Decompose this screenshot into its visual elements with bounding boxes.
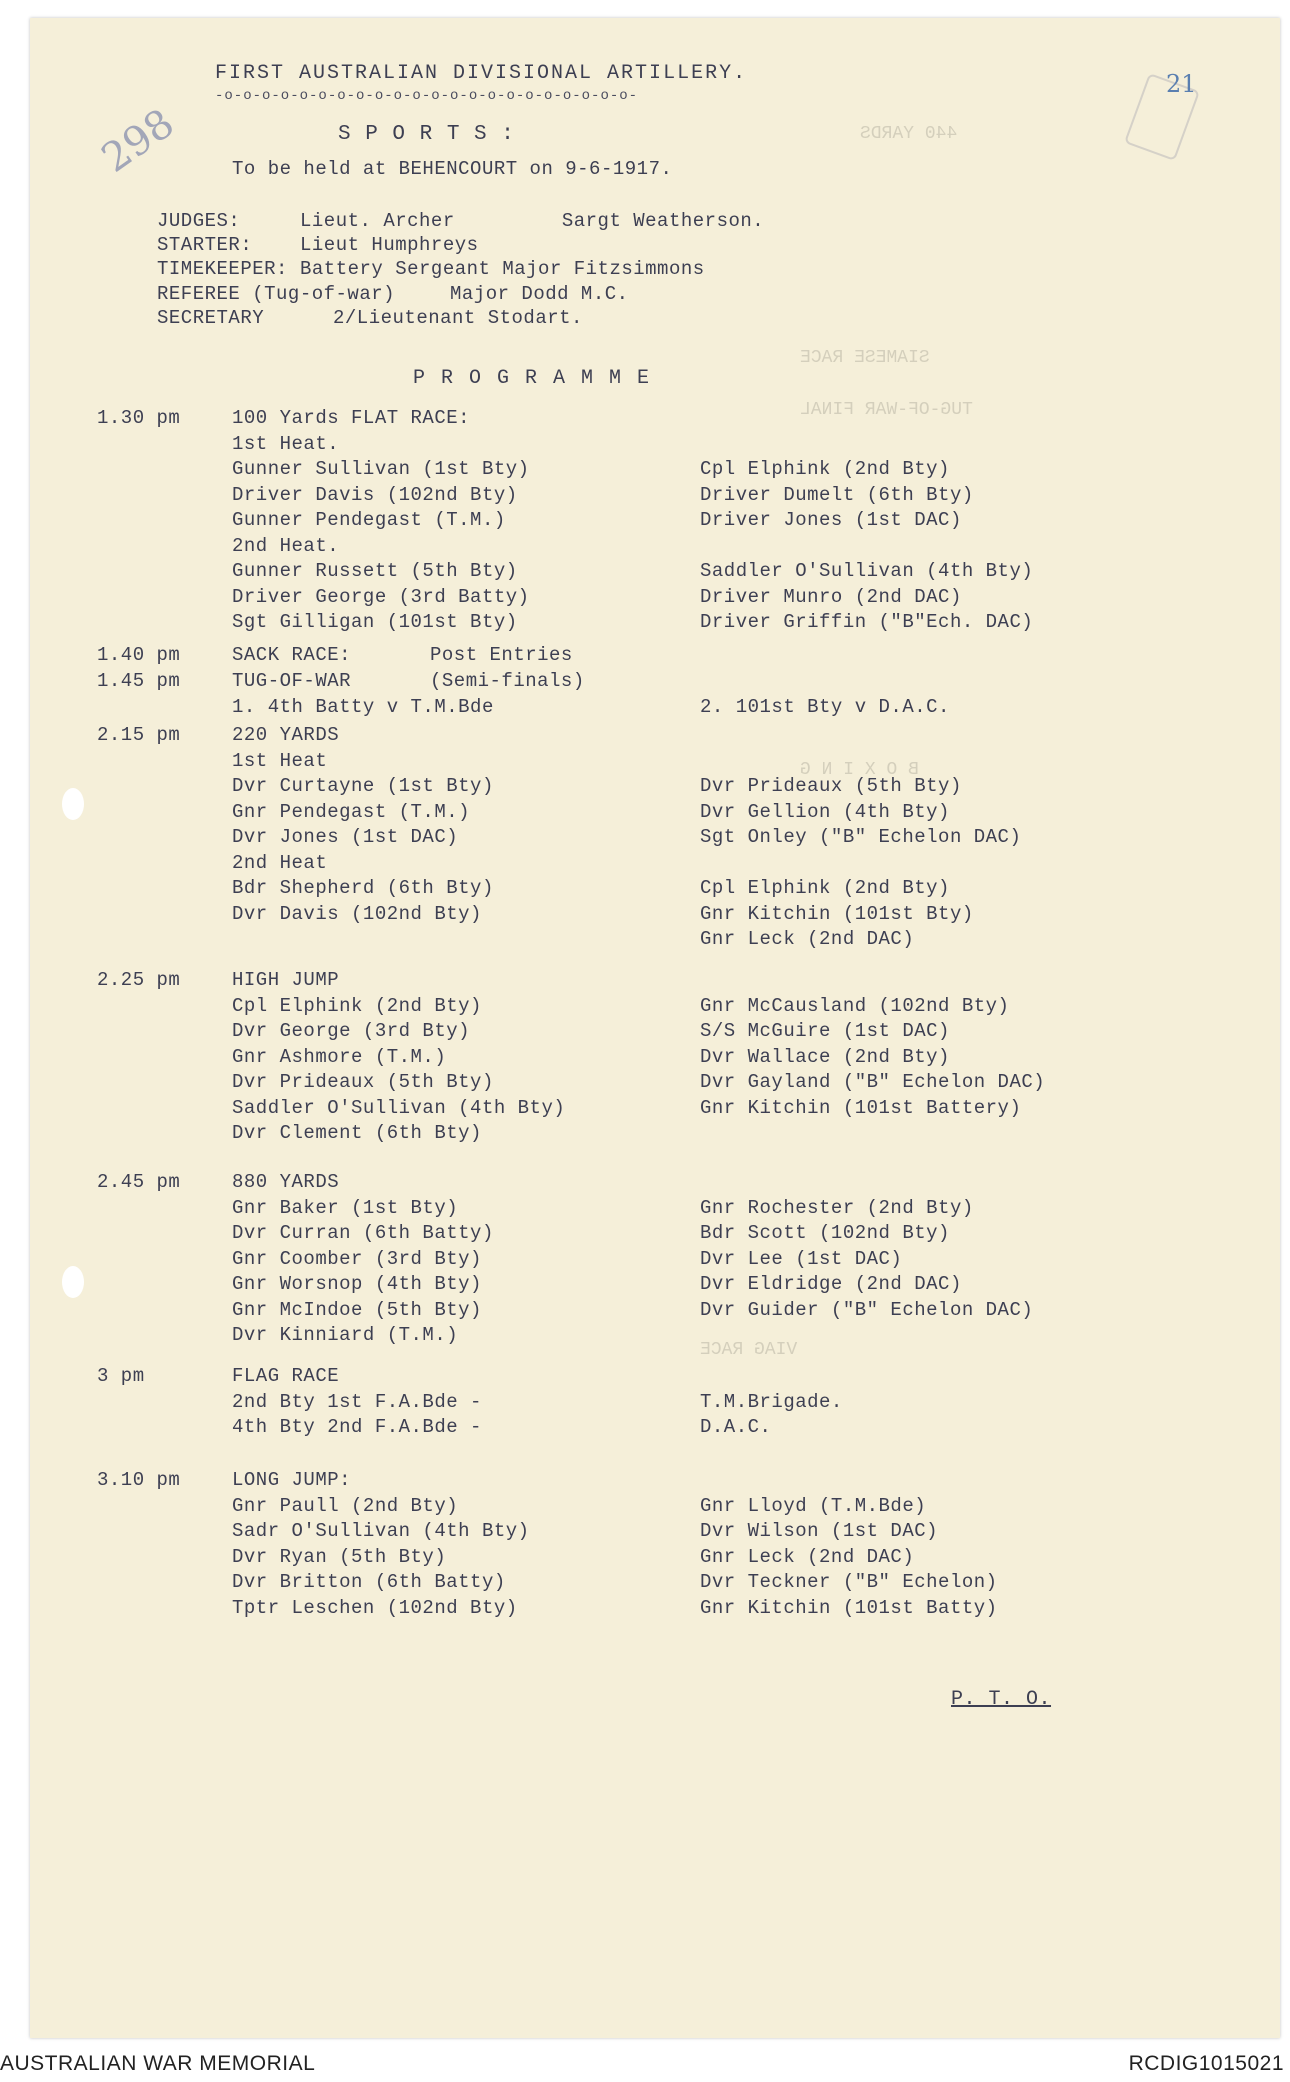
event-title: 220 YARDS (232, 724, 340, 746)
official-role: REFEREE (Tug-of-war) (157, 283, 396, 305)
entrant-left: Gnr Baker (1st Bty) (232, 1197, 459, 1219)
event-title: 100 Yards FLAT RACE: (232, 407, 471, 429)
event-note: (Semi-finals) (430, 670, 585, 692)
entrant-left: Dvr Curran (6th Batty) (232, 1222, 494, 1244)
official-name: Lieut Humphreys (300, 234, 479, 256)
entrant-right: Gnr Kitchin (101st Batty) (700, 1597, 998, 1619)
official-role: STARTER: (157, 234, 253, 256)
entrant-right: Gnr Kitchin (101st Bty) (700, 903, 974, 925)
entrant-left: Sadr O'Sullivan (4th Bty) (232, 1520, 530, 1542)
entrant-left: Bdr Shepherd (6th Bty) (232, 877, 494, 899)
entrant-right: Gnr Leck (2nd DAC) (700, 928, 915, 950)
entrant-right: Gnr McCausland (102nd Bty) (700, 995, 1010, 1017)
entrant-left: Driver Davis (102nd Bty) (232, 484, 518, 506)
event-time: 1.30 pm (97, 407, 181, 429)
entrant-right: Driver Dumelt (6th Bty) (700, 484, 974, 506)
entrant-left: Saddler O'Sullivan (4th Bty) (232, 1097, 566, 1119)
event-time: 1.40 pm (97, 644, 181, 666)
document-title: FIRST AUSTRALIAN DIVISIONAL ARTILLERY. (215, 62, 748, 85)
event-title: SACK RACE: (232, 644, 352, 666)
entrant-right: Dvr Guider ("B" Echelon DAC) (700, 1299, 1034, 1321)
event-time: 3 pm (97, 1365, 145, 1387)
entrant-left: Cpl Elphink (2nd Bty) (232, 995, 482, 1017)
entrant-right: Dvr Teckner ("B" Echelon) (700, 1571, 998, 1593)
entrant-right: Dvr Prideaux (5th Bty) (700, 775, 962, 797)
event-title: 880 YARDS (232, 1171, 340, 1193)
event-time: 2.15 pm (97, 724, 181, 746)
entrant-right: Saddler O'Sullivan (4th Bty) (700, 560, 1034, 582)
entrant-left: Gnr Coomber (3rd Bty) (232, 1248, 482, 1270)
entrant-right: Gnr Lloyd (T.M.Bde) (700, 1495, 927, 1517)
entrant-left: Dvr Kinniard (T.M.) (232, 1324, 459, 1346)
bleed-through-text: B O X I N G (800, 760, 919, 780)
bleed-through-text: TUG-OF-WAR FINAL (800, 400, 973, 420)
official-role: JUDGES: (157, 210, 241, 232)
entrant-left: 4th Bty 2nd F.A.Bde - (232, 1416, 482, 1438)
entrant-right: D.A.C. (700, 1416, 772, 1438)
event-time: 2.45 pm (97, 1171, 181, 1193)
entrant-right: Driver Griffin ("B"Ech. DAC) (700, 611, 1034, 633)
entrant-left: Gunner Russett (5th Bty) (232, 560, 518, 582)
pencil-annotation: 298 (93, 100, 183, 182)
entrant-right: Gnr Leck (2nd DAC) (700, 1546, 915, 1568)
entrant-left: Dvr Britton (6th Batty) (232, 1571, 506, 1593)
entrant-left: 2nd Heat. (232, 535, 340, 557)
bleed-through-text: SIAMESE RACE (800, 348, 930, 368)
title-rule: -o-o-o-o-o-o-o-o-o-o-o-o-o-o-o-o-o-o-o-o-o-o- (215, 88, 639, 104)
punch-hole (62, 1266, 84, 1298)
page-number: 21 (1166, 70, 1197, 98)
entrant-right: T.M.Brigade. (700, 1391, 843, 1413)
event-title: HIGH JUMP (232, 969, 340, 991)
event-title: FLAG RACE (232, 1365, 340, 1387)
entrant-left: Gnr Paull (2nd Bty) (232, 1495, 459, 1517)
official-name: Lieut. Archer Sargt Weatherson. (300, 210, 765, 232)
official-role: SECRETARY (157, 307, 265, 329)
entrant-right: S/S McGuire (1st DAC) (700, 1020, 950, 1042)
programme-heading: P R O G R A M M E (413, 367, 652, 390)
entrant-right: Dvr Wallace (2nd Bty) (700, 1046, 950, 1068)
entrant-left: Gunner Sullivan (1st Bty) (232, 458, 530, 480)
event-time: 2.25 pm (97, 969, 181, 991)
entrant-left: Dvr Jones (1st DAC) (232, 826, 459, 848)
footer-archive-name: AUSTRALIAN WAR MEMORIAL (0, 2052, 316, 2075)
event-note: Post Entries (430, 644, 573, 666)
official-name: 2/Lieutenant Stodart. (333, 307, 583, 329)
event-title: TUG-OF-WAR (232, 670, 352, 692)
entrant-left: Sgt Gilligan (101st Bty) (232, 611, 518, 633)
entrant-right: Dvr Wilson (1st DAC) (700, 1520, 939, 1542)
official-role: TIMEKEEPER: (157, 258, 288, 280)
entrant-left: Gnr McIndoe (5th Bty) (232, 1299, 482, 1321)
entrant-left: Tptr Leschen (102nd Bty) (232, 1597, 518, 1619)
entrant-right: Cpl Elphink (2nd Bty) (700, 458, 950, 480)
footer-document-id: RCDIG1015021 (1128, 2052, 1284, 2075)
official-name: Major Dodd M.C. (450, 283, 629, 305)
entrant-right: Driver Munro (2nd DAC) (700, 586, 962, 608)
entrant-right: Dvr Gellion (4th Bty) (700, 801, 950, 823)
entrant-left: 1st Heat. (232, 433, 340, 455)
entrant-left: Gnr Ashmore (T.M.) (232, 1046, 447, 1068)
event-time: 1.45 pm (97, 670, 181, 692)
entrant-right: Gnr Kitchin (101st Battery) (700, 1097, 1022, 1119)
entrant-right: Sgt Onley ("B" Echelon DAC) (700, 826, 1022, 848)
bleed-through-text: VIAG RACE (700, 1340, 798, 1360)
entrant-left: 1st Heat (232, 750, 328, 772)
entrant-left: Dvr Prideaux (5th Bty) (232, 1071, 494, 1093)
entrant-left: Dvr George (3rd Bty) (232, 1020, 471, 1042)
bleed-through-text: 440 YARDS (860, 124, 958, 144)
venue-date: To be held at BEHENCOURT on 9-6-1917. (232, 158, 673, 180)
entrant-left: 2nd Heat (232, 852, 328, 874)
entrant-left: 2nd Bty 1st F.A.Bde - (232, 1391, 482, 1413)
official-name: Battery Sergeant Major Fitzsimmons (300, 258, 705, 280)
entrant-right: Driver Jones (1st DAC) (700, 509, 962, 531)
entrant-right: Cpl Elphink (2nd Bty) (700, 877, 950, 899)
entrant-right: Dvr Lee (1st DAC) (700, 1248, 903, 1270)
entrant-left: Driver George (3rd Batty) (232, 586, 530, 608)
please-turn-over: P. T. O. (951, 1688, 1052, 1711)
sports-heading: S P O R T S : (338, 123, 515, 146)
entrant-left: Dvr Ryan (5th Bty) (232, 1546, 447, 1568)
entrant-right: Dvr Eldridge (2nd DAC) (700, 1273, 962, 1295)
entrant-left: Gnr Pendegast (T.M.) (232, 801, 471, 823)
entrant-left: Gunner Pendegast (T.M.) (232, 509, 506, 531)
entrant-left: Dvr Curtayne (1st Bty) (232, 775, 494, 797)
entrant-left: Gnr Worsnop (4th Bty) (232, 1273, 482, 1295)
event-time: 3.10 pm (97, 1469, 181, 1491)
entrant-right: 2. 101st Bty v D.A.C. (700, 696, 950, 718)
entrant-right: Dvr Gayland ("B" Echelon DAC) (700, 1071, 1046, 1093)
entrant-left: 1. 4th Batty v T.M.Bde (232, 696, 494, 718)
punch-hole (62, 788, 84, 820)
entrant-right: Bdr Scott (102nd Bty) (700, 1222, 950, 1244)
event-title: LONG JUMP: (232, 1469, 352, 1491)
entrant-left: Dvr Clement (6th Bty) (232, 1122, 482, 1144)
entrant-right: Gnr Rochester (2nd Bty) (700, 1197, 974, 1219)
entrant-left: Dvr Davis (102nd Bty) (232, 903, 482, 925)
